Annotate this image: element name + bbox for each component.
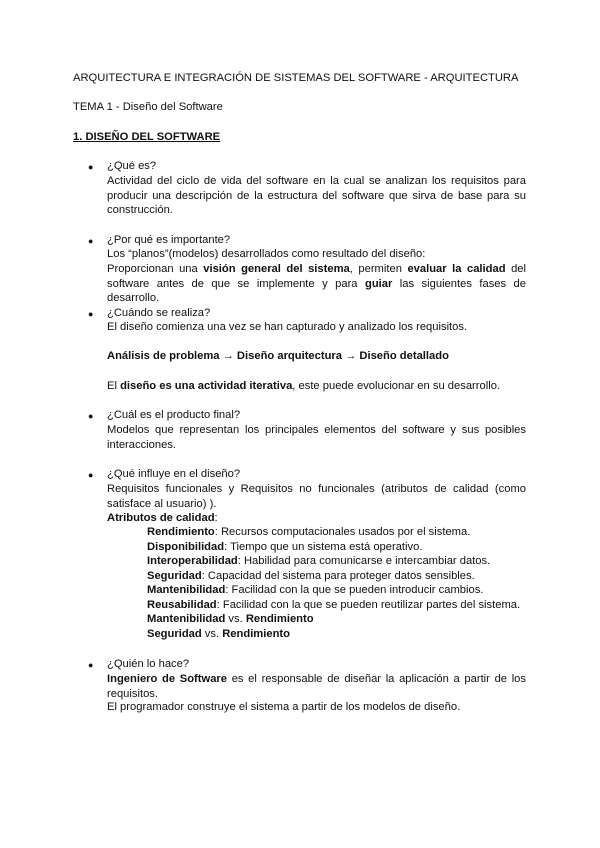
answer-quien-line2: El programador construye el sistema a partir de los modelos de diseño. <box>107 701 461 713</box>
topic-title: TEMA 1 - Diseño del Software <box>73 101 223 113</box>
question-quien: ¿Quién lo hace? <box>107 658 190 670</box>
answer-por-que-paragraph: Proporcionan una visión general del sistema, permiten evaluar la calidad del software antes de que se implemente y para guiar las siguientes fases de desarrollo. <box>107 263 526 304</box>
iterative-note: El diseño es una actividad iterativa, este puede evolucionar en su desarrollo. <box>107 380 501 392</box>
answer-cuando-line1: El diseño comienza una vez se han capturado y analizado los requisitos. <box>107 321 468 333</box>
design-flow: Análisis de problema → Diseño arquitectura → Diseño detallado <box>107 350 449 362</box>
question-que-es: ¿Qué es? <box>107 160 157 172</box>
attributes-title: Atributos de calidad: <box>107 512 218 524</box>
attribute-item: Mantenibilidad: Facilidad con la que se pueden introducir cambios. <box>147 584 484 596</box>
bullet-icon: ● <box>88 309 94 319</box>
attribute-item: Rendimiento: Recursos computacionales usados por el sistema. <box>147 526 471 538</box>
question-producto: ¿Cuál es el producto final? <box>107 409 241 421</box>
answer-producto: Modelos que representan los principales elementos del software y sus posibles interacciones. <box>107 424 526 451</box>
attribute-item: Seguridad: Capacidad del sistema para proteger datos sensibles. <box>147 570 475 582</box>
question-influye: ¿Qué influye en el diseño? <box>107 468 241 480</box>
bullet-icon: ● <box>88 236 94 246</box>
bullet-icon: ● <box>88 660 94 670</box>
attribute-item: Disponibilidad: Tiempo que un sistema está operativo. <box>147 541 423 553</box>
bullet-icon: ● <box>88 411 94 421</box>
tradeoff-item: Mantenibilidad vs. Rendimiento <box>147 613 314 625</box>
bullet-icon: ● <box>88 162 94 172</box>
answer-influye: Requisitos funcionales y Requisitos no funcionales (atributos de calidad (como satisface al usuario) ). <box>107 483 526 510</box>
attribute-item: Interoperabilidad: Habilidad para comunicarse e intercambiar datos. <box>147 555 491 567</box>
section-heading: 1. DISEÑO DEL SOFTWARE <box>73 131 221 143</box>
answer-quien: Ingeniero de Software es el responsable de diseñar la aplicación a partir de los requisitos. <box>107 673 526 700</box>
question-cuando: ¿Cuándo se realiza? <box>107 307 211 319</box>
answer-que-es: Actividad del ciclo de vida del software en la cual se analizan los requisitos para producir una descripción de la estructura del software que sirva de base para su construcción. <box>107 175 526 216</box>
tradeoff-item: Seguridad vs. Rendimiento <box>147 628 290 640</box>
question-por-que: ¿Por qué es importante? <box>107 234 231 246</box>
bullet-icon: ● <box>88 470 94 480</box>
attribute-item: Reusabilidad: Facilidad con la que se pueden reutilizar partes del sistema. <box>147 599 521 611</box>
answer-por-que-line1: Los “planos”(modelos) desarrollados como resultado del diseño: <box>107 248 426 260</box>
course-title: ARQUITECTURA E INTEGRACIÓN DE SISTEMAS DEL SOFTWARE - ARQUITECTURA <box>73 72 519 84</box>
